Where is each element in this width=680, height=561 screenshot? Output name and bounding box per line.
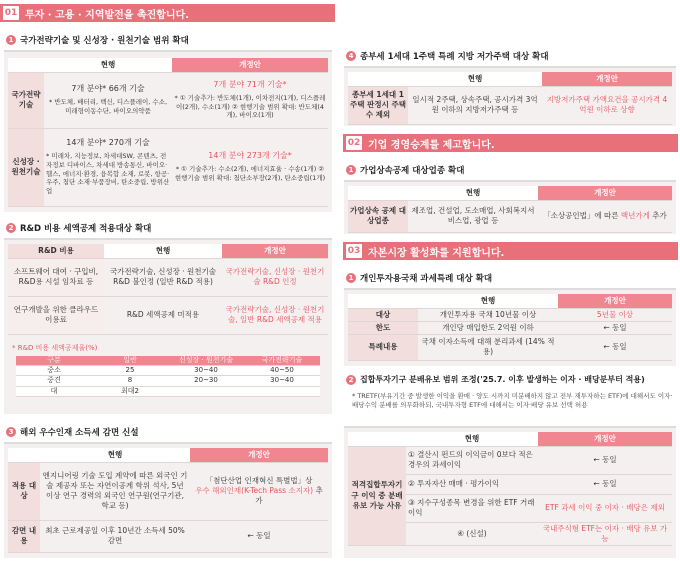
bullet-icon: 1: [346, 165, 356, 175]
subsection-title: 1 가업상속공제 대상업종 확대: [346, 164, 464, 176]
subsection-title: 1 개인투자용국채 과세특례 대상 확대: [346, 272, 492, 284]
bullet-icon: 2: [6, 223, 16, 233]
foreign-talent-table: 현행 개정안 적용 대상 엔지니어링 기술 도입 계약에 따른 외국인 기술 제공자 또는 자연이공계 학위 석사, 5년 이상 연구 경력의 외국인 연구원(연구기관, 학교 등) 「첨단산업 인재혁신 특별법」상 우수 해외인재(K-Tech Pass 소지자) 추가 감면 내용 최초 근로제공일 이후 10년간 소득세 50% 감면 ← 동일: [4, 442, 332, 558]
subsection-title: 3 해외 우수인재 소득세 감면 신설: [6, 426, 139, 438]
tech-range-table: 현행 개정안 국가전략기술 7개 분야* 66개 기술 * 반도체, 배터리, 백신, 디스플레이, 수소, 미래형이동수단, 바이오의약품 7개 분야 71개 기술* * ① 기술추가: 반도체(1개), 이차전지(1개), 디스플레이(2개), 수소(1개) ② 현행기술 범위 확대: 반도체(4개), 바이오(1개) 신성장 · 원천기술 14개 분야* 270개 기술 * 미래차, 지능정보, 차세대SW, 콘텐츠, 전자정보 디바이스, 차세대 방송통신, 바이오·헬스, 에너지·환경, 융복합 소재, 로봇, 항공·우주, 첨단 소재·부품장비, 탄소중립, 방위산업 14개 분야 273개 기술* * ① 기술추가: 수소(2개), 에너지효율 · 수송(1개) ② 현행기술 범위 확대: 첨단소부장(2개), 탄소중립(1개): [4, 50, 332, 212]
section-number: 03: [347, 246, 361, 256]
row-label: 국가전략기술: [8, 72, 44, 128]
section-title: 투자 · 고용 · 지역발전을 촉진합니다.: [25, 9, 190, 21]
bond-table: 현행 개정안 대상 개인투자용 국채 10년물 이상 5년물 이상 한도 개인당 매입한도 2억원 이하 ← 동일 특례내용 국채 이자소득에 대해 분리과세 (14% 적용) ← 동일: [344, 288, 676, 366]
bullet-icon: 1: [6, 35, 16, 45]
housing-table: 현행 개정안 종부세 1세대 1주택 판정시 주택수 제외 일시적 2주택, 상속주택, 공시가격 3억원 이하의 지방저가주택 등 지방저가주택 가액요건을 공시가격 4억원 이하로 상향: [344, 66, 676, 126]
rate-note: * R&D 비용 세액공제율(%): [12, 343, 98, 352]
section-number: 02: [347, 138, 361, 148]
bullet-icon: 2: [346, 375, 356, 385]
bullet-icon: 4: [346, 51, 356, 61]
fund-table: 현행 개정안 적격집합투자기구 이익 중 분배유보 가능 사유 ① 결산시 펀드의 이익금이 0보다 적은 경우의 과세이익 ← 동일 ② 투자자산 매매 · 평가이익 ← 동일 ③ 지수구성종목 변경을 위한 ETF 거래이익 ETF 과세 이익 중 이자 · 배당은 제외 ④ (신설) 국내주식형 ETF는 이자 · 배당 유보 가능: [344, 426, 676, 558]
subsection-title: 2 R&D 비용 세액공제 적용대상 확대: [6, 222, 151, 234]
section-03-bar: [343, 242, 678, 260]
section-title: 기업 경영승계를 제고합니다.: [368, 139, 495, 151]
bullet-icon: 1: [346, 273, 356, 283]
succession-table: 현행 개정안 가업상속 공제 대상업종 제조업, 건설업, 도소매업, 사회복지서비스업, 광업 등 「소상공인법」에 따른 백년가게 추가: [344, 180, 676, 234]
subsection-title: 1 국가전략기술 및 신성장 · 원천기술 범위 확대: [6, 34, 189, 46]
rnd-table: R&D 비용 현행 개정안 소프트웨어 대여 · 구입비, R&D용 시설 임차료 등 국가전략기술, 신성장 · 원천기술 R&D 불인정 (일반 R&D 적용) 국가전략기술, 신성장 · 원천기술 R&D 인정 연구개발을 위한 클라우드 이용료 R&D 세액공제 미적용 국가전략기술, 신성장 · 원천기술, 일반 R&D 세액공제 적용 * R&D 비용 세액공제율(%) 구분 일반 신성장 · 원천기술 국가전략기술 중소 25 30~40 40~50 중견 8 20~30 30~40 대 최대2: [4, 238, 332, 414]
rate-table: 구분 일반 신성장 · 원천기술 국가전략기술 중소 25 30~40 40~50 중견 8 20~30 30~40 대 최대2: [16, 356, 320, 398]
section-01-bar: [0, 4, 335, 22]
section-02-bar: [343, 134, 678, 152]
etf-note: * TRETF(부유기간 중 발생한 이익을 환매 · 양도 시까지 미분배하지 않고 전부 재투자하는 ETF)에 대해서도 이자·배당수익 분배를 의무화하되, 국내투자형 ETF에 대해서는 이자·배당 유보 선택 허용: [352, 392, 673, 410]
subsection-title: 2 집합투자기구 분배유보 범위 조정('25.7. 이후 발생하는 이자 · 배당분부터 적용): [346, 374, 645, 385]
section-title: 자본시장 활성화를 지원합니다.: [368, 247, 505, 259]
subsection-title: 4 종부세 1세대 1주택 특례 지방 저가주택 대상 확대: [346, 50, 549, 62]
row-label: 신성장 · 원천기술: [8, 128, 44, 206]
bullet-icon: 3: [6, 427, 16, 437]
section-number: 01: [4, 8, 18, 18]
